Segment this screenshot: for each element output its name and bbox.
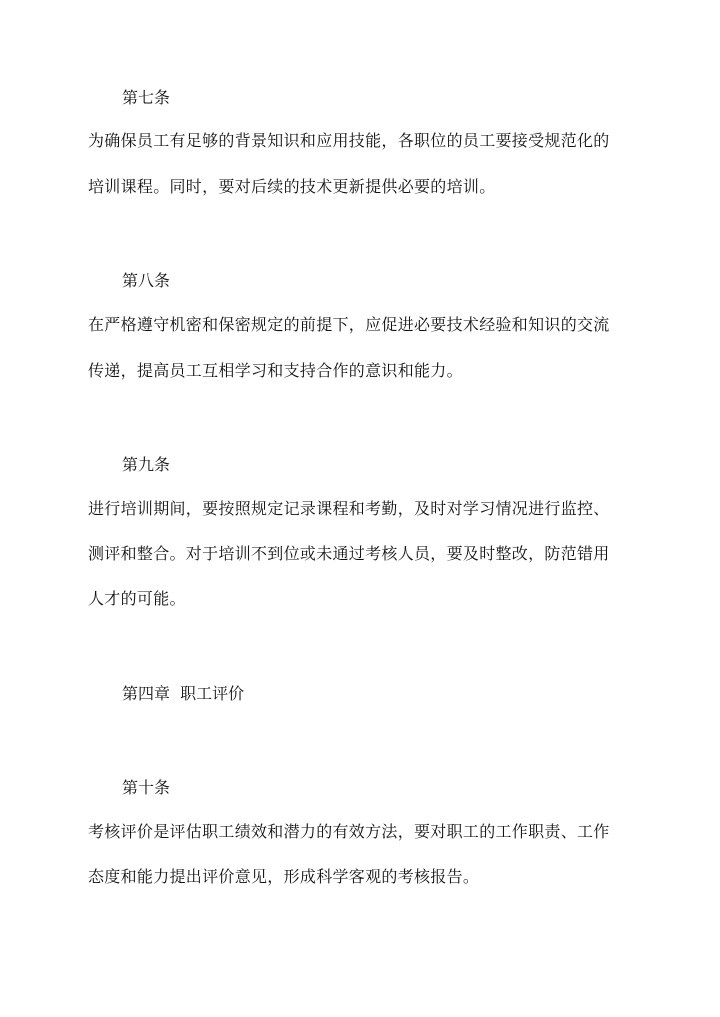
article-7-heading: 第七条 [122, 88, 171, 107]
article-10-line-2: 态度和能力提出评价意见，形成科学客观的考核报告。 [88, 867, 480, 886]
article-7-line-1: 为确保员工有足够的背景知识和应用技能，各职位的员工要接受规范化的 [88, 131, 610, 150]
article-9-line-1: 进行培训期间，要按照规定记录课程和考勤，及时对学习情况进行监控、 [88, 499, 610, 518]
article-8-line-2: 传递，提高员工互相学习和支持合作的意识和能力。 [88, 361, 463, 380]
article-8-line-1: 在严格遵守机密和保密规定的前提下，应促进必要技术经验和知识的交流 [88, 315, 610, 334]
article-8-heading: 第八条 [122, 271, 171, 290]
article-9-heading: 第九条 [122, 455, 171, 474]
article-10-heading: 第十条 [122, 778, 171, 797]
article-7-line-2: 培训课程。同时，要对后续的技术更新提供必要的培训。 [88, 177, 496, 196]
article-9-line-2: 测评和整合。对于培训不到位或未通过考核人员，要及时整改，防范错用 [88, 544, 610, 563]
article-10-line-1: 考核评价是评估职工绩效和潜力的有效方法，要对职工的工作职责、工作 [88, 822, 610, 841]
chapter-4-heading: 第四章 职工评价 [122, 684, 245, 703]
article-9-line-3: 人才的可能。 [88, 589, 186, 608]
